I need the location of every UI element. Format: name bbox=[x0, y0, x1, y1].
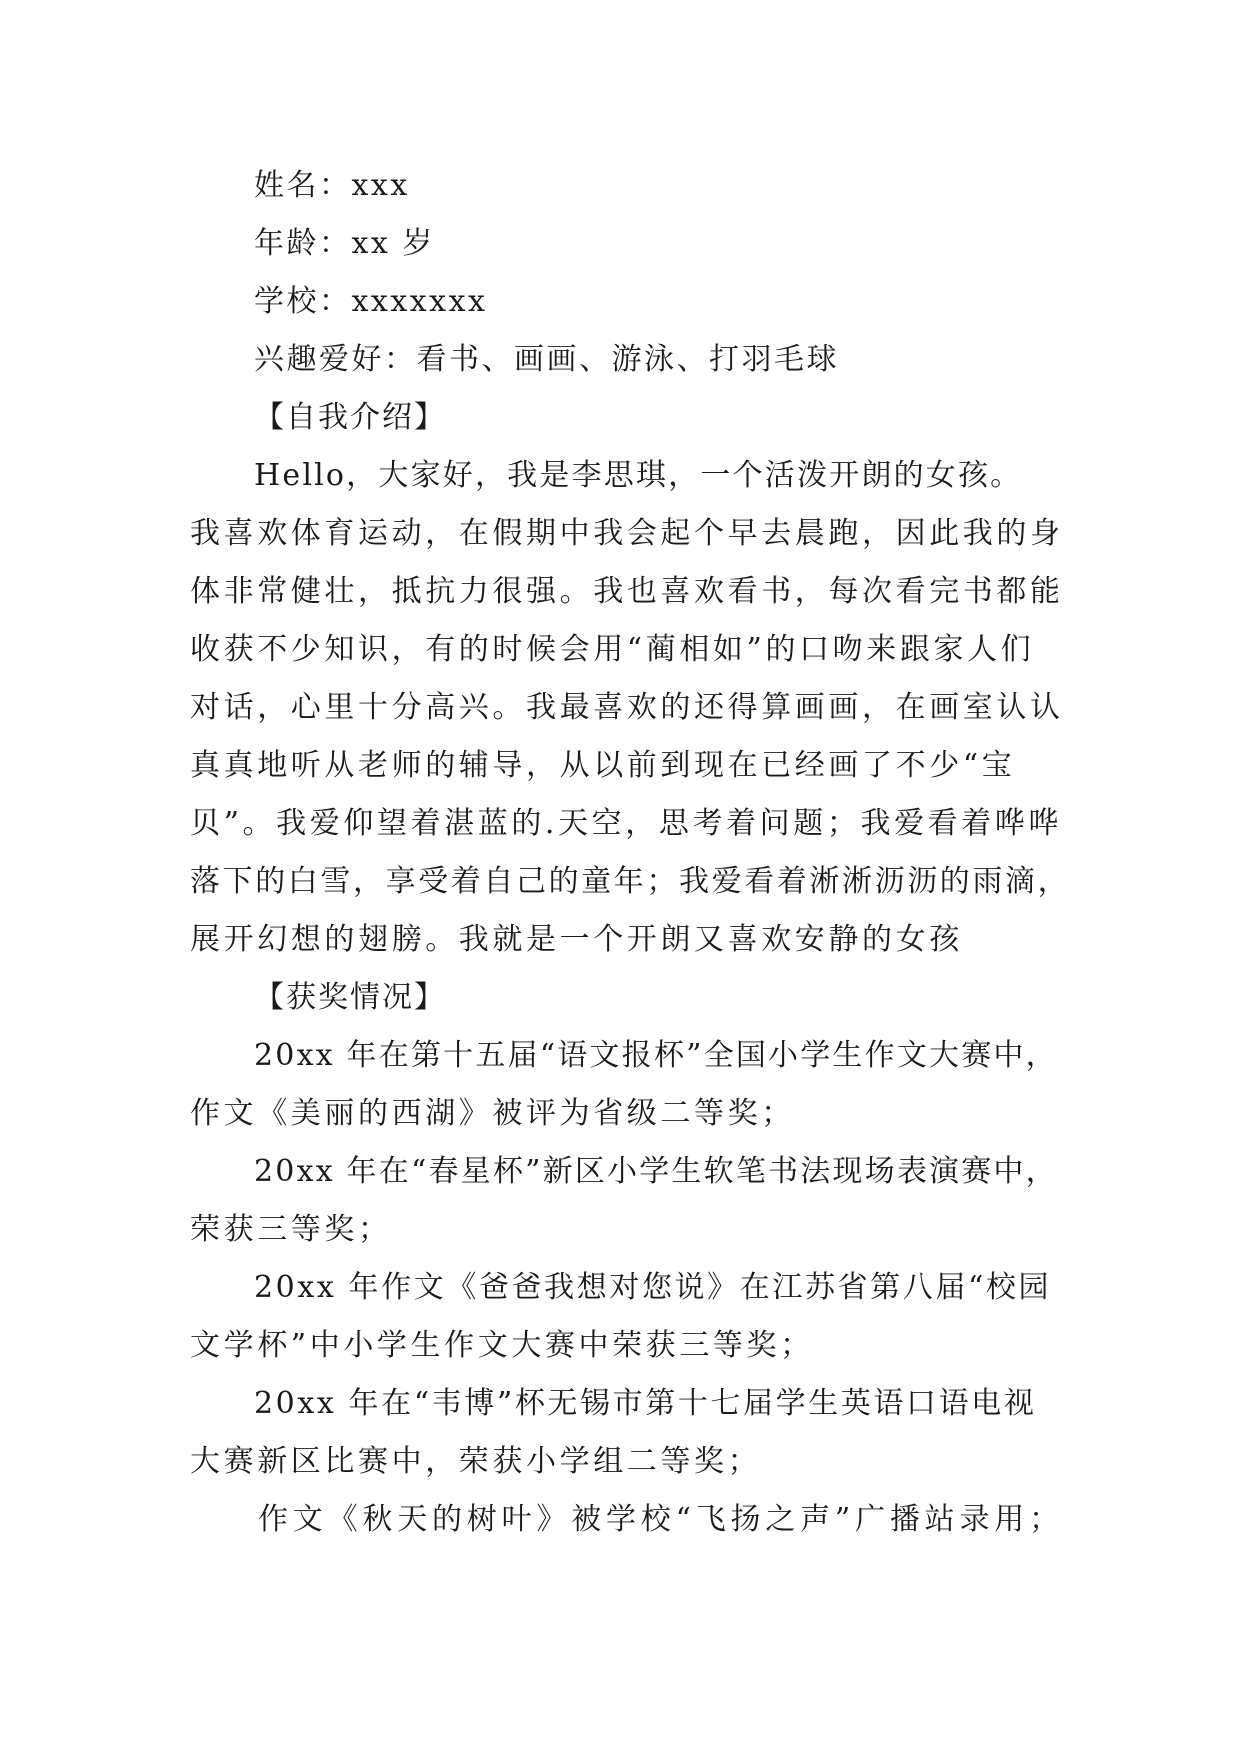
hobby-line: 兴趣爱好：看书、画画、游泳、打羽毛球 bbox=[254, 342, 839, 377]
intro-line: 对话，心里十分高兴。我最喜欢的还得算画画，在画室认认 bbox=[190, 690, 1064, 725]
award-line: 20xx 年作文《爸爸我想对您说》在江苏省第八届“校园 bbox=[254, 1270, 1052, 1305]
intro-line: 收获不少知识，有的时候会用“蔺相如”的口吻来跟家人们 bbox=[190, 632, 1035, 667]
award-item bbox=[190, 1375, 1070, 1491]
intro-line: 落下的白雪，享受着自己的童年；我爱看着淅淅沥沥的雨滴， bbox=[190, 864, 1071, 899]
award-line: 作文《美丽的西湖》被评为省级二等奖； bbox=[190, 1096, 795, 1131]
intro-line: 我喜欢体育运动，在假期中我会起个早去晨跑，因此我的身 bbox=[190, 516, 1064, 551]
award-item bbox=[190, 1143, 1070, 1259]
intro-line: Hello，大家好，我是李思琪，一个活泼开朗的女孩。 bbox=[254, 458, 1023, 493]
intro-line: 真真地听从老师的辅导，从以前到现在已经画了不少“宝 bbox=[190, 748, 1016, 783]
name-line: 姓名：xxx bbox=[254, 168, 410, 203]
awards-heading: 【获奖情况】 bbox=[254, 980, 446, 1015]
school-line: 学校：xxxxxxx bbox=[254, 284, 488, 319]
intro-line: 展开幻想的翅膀。我就是一个开朗又喜欢安静的女孩 bbox=[190, 922, 963, 957]
award-item bbox=[190, 1259, 1070, 1375]
award-line: 大赛新区比赛中，荣获小学组二等奖； bbox=[190, 1444, 762, 1479]
award-line: 20xx 年在“春星杯”新区小学生软笔书法现场表演赛中， bbox=[254, 1154, 1058, 1189]
intro-line: 贝”。我爱仰望着湛蓝的.天空，思考着问题；我爱看着哗哗 bbox=[190, 806, 1063, 841]
award-line: 20xx 年在第十五届“语文报杯”全国小学生作文大赛中， bbox=[254, 1038, 1058, 1073]
award-line: 文学杯”中小学生作文大赛中荣获三等奖； bbox=[190, 1328, 814, 1363]
intro-paragraph bbox=[190, 447, 1070, 969]
document-body bbox=[190, 157, 1070, 1549]
award-line: 荣获三等奖； bbox=[190, 1212, 392, 1247]
award-last-line: 作文《秋天的树叶》被学校“飞扬之声”广播站录用； bbox=[258, 1502, 1064, 1537]
intro-heading: 【自我介绍】 bbox=[254, 400, 446, 435]
age-line: 年龄：xx 岁 bbox=[254, 226, 435, 261]
intro-line: 体非常健壮，抵抗力很强。我也喜欢看书，每次看完书都能 bbox=[190, 574, 1064, 609]
award-line: 20xx 年在“韦博”杯无锡市第十七届学生英语口语电视 bbox=[254, 1386, 1037, 1421]
award-item bbox=[190, 1027, 1070, 1143]
